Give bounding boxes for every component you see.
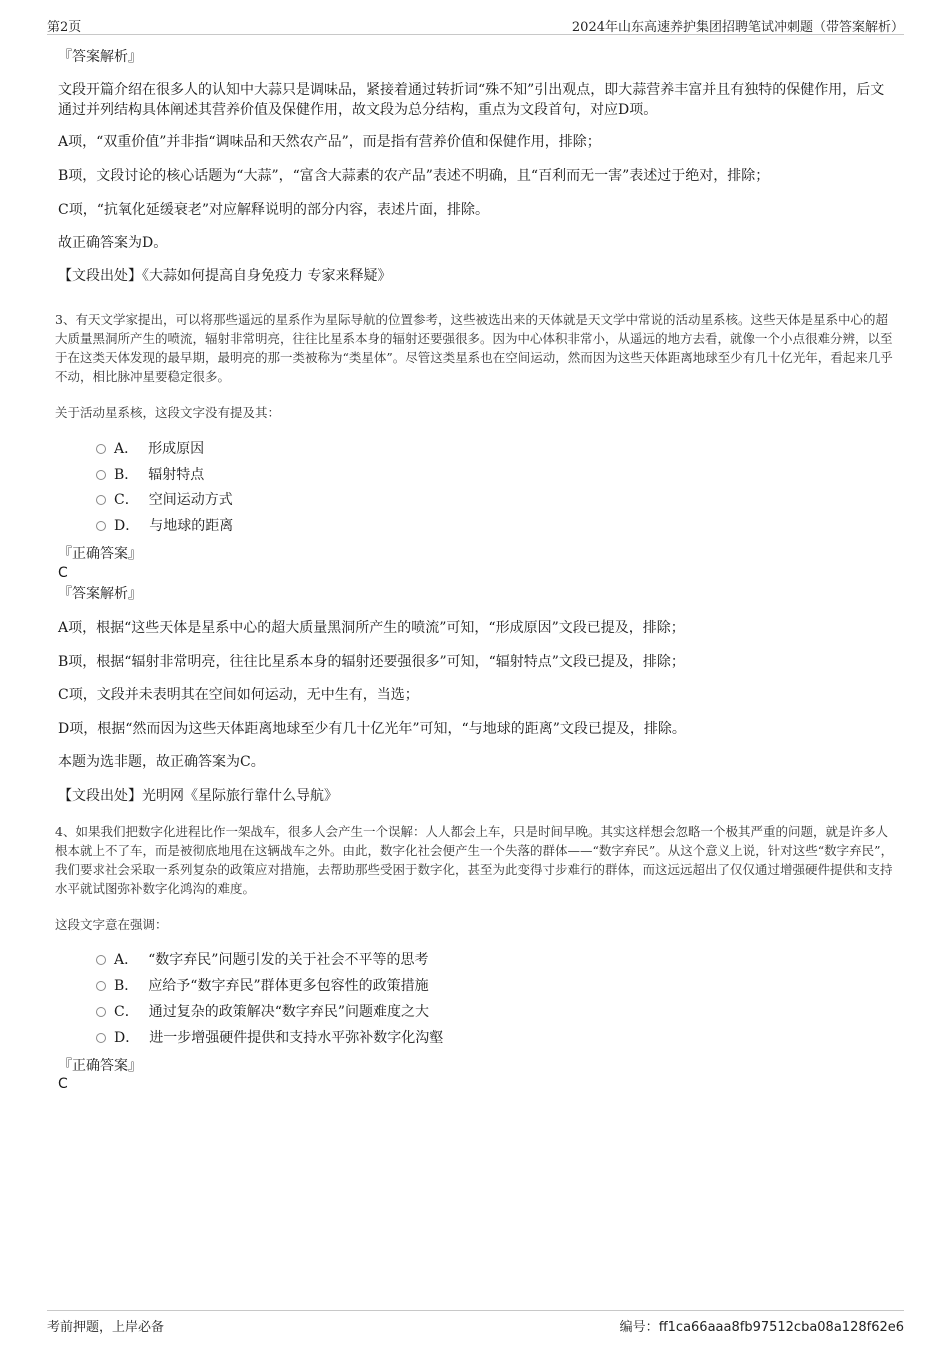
- page-number: 第2页: [47, 20, 82, 35]
- q3-answer-label: 『正确答案』: [58, 546, 142, 562]
- source: 【文段出处】《大蒜如何提高自身免疫力 专家来释疑》: [58, 268, 392, 284]
- radio-icon[interactable]: [96, 1033, 106, 1043]
- conclusion: 故正确答案为D。: [58, 235, 168, 251]
- q3-answer: C: [58, 565, 68, 581]
- radio-icon[interactable]: [96, 955, 106, 965]
- question-3-passage: 3、有天文学家提出，可以将那些遥远的星系作为星际导航的位置参考，这些被选出来的天体就是天文学中常说的活动星系核。这些天体是星系中心的超大质量黑洞所产生的喷流，辐射非常明亮，往往比星系本身的辐射还要强很多。因为中心体积非常小，从遥远的地方去看，就像一个小点很难分辨，以至于在这类天体发现的最早期，最明亮的那一类被称为“类星体”。尽管这类星系也在空间运动，然而因为这些天体距离地球至少有几十亿光年，看起来几乎不动，相比脉冲星要稳定很多。: [55, 312, 893, 384]
- q4-answer: C: [58, 1076, 68, 1092]
- q3-explain-c: C项，文段并未表明其在空间如何运动，无中生有，当选；: [58, 687, 419, 703]
- document-title: 2024年山东高速养护集团招聘笔试冲刺题（带答案解析）: [571, 20, 904, 35]
- q3-explain-a: A项，根据“这些天体是星系中心的超大质量黑洞所产生的喷流”可知，“形成原因”文段已提及，排除；: [58, 620, 685, 636]
- q4-option-a[interactable]: A． “数字弃民”问题引发的关于社会不平等的思考: [96, 951, 428, 969]
- q3-option-b[interactable]: B． 辐射特点: [96, 466, 204, 484]
- page-header: [47, 14, 904, 35]
- radio-icon[interactable]: [96, 470, 106, 480]
- q3-explain-b: B项，根据“辐射非常明亮，往往比星系本身的辐射还要强很多”可知，“辐射特点”文段已提及，排除；: [58, 654, 685, 670]
- q4-answer-label: 『正确答案』: [58, 1058, 142, 1074]
- radio-icon[interactable]: [96, 444, 106, 454]
- radio-icon[interactable]: [96, 521, 106, 531]
- q4-option-c[interactable]: C． 通过复杂的政策解决“数字弃民”问题难度之大: [96, 1003, 429, 1021]
- q4-option-b[interactable]: B． 应给予“数字弃民”群体更多包容性的政策措施: [96, 977, 429, 995]
- analysis-label: 『答案解析』: [58, 49, 142, 65]
- page-footer: [47, 1310, 904, 1335]
- radio-icon[interactable]: [96, 1007, 106, 1017]
- radio-icon[interactable]: [96, 495, 106, 505]
- explain-b: B项，文段讨论的核心话题为“大蒜”，“富含大蒜素的农产品”表述不明确，且“百利而无一害”表述过于绝对，排除；: [58, 168, 770, 184]
- q3-option-c[interactable]: C． 空间运动方式: [96, 491, 233, 509]
- radio-icon[interactable]: [96, 981, 106, 991]
- q3-explain-d: D项，根据“然而因为这些天体距离地球至少有几十亿光年”可知，“与地球的距离”文段已提及，排除。: [58, 721, 686, 737]
- footer-slogan: 考前押题，上岸必备: [47, 1320, 165, 1335]
- explain-a: A项，“双重价值”并非指“调味品和天然农产品”，而是指有营养价值和保健作用，排除；: [58, 134, 601, 150]
- q3-source: 【文段出处】光明网《星际旅行靠什么导航》: [58, 788, 338, 804]
- question-4-passage: 4、如果我们把数字化进程比作一架战车，很多人会产生一个误解：人人都会上车，只是时间早晚。其实这样想会忽略一个极其严重的问题，就是许多人根本就上不了车，而是被彻底地甩在这辆战车之外。由此，数字化社会便产生一个失落的群体——“数字弃民”。从这个意义上说，针对这些“数字弃民”，我们要求社会采取一系列复杂的政策应对措施，去帮助那些受困于数字化，甚至为此变得寸步难行的群体，而这远远超出了仅仅通过增强硬件提供和支持水平就试图弥补数字化鸿沟的难度。: [55, 824, 894, 896]
- q4-option-d[interactable]: D． 进一步增强硬件提供和支持水平弥补数字化沟壑: [96, 1029, 443, 1047]
- q3-option-d[interactable]: D． 与地球的距离: [96, 517, 233, 535]
- question-3-prompt: 关于活动星系核，这段文字没有提及其：: [55, 405, 281, 420]
- q3-option-a[interactable]: A． 形成原因: [96, 440, 204, 458]
- explain-c: C项，“抗氧化延缓衰老”对应解释说明的部分内容，表述片面，排除。: [58, 202, 490, 218]
- question-4-prompt: 这段文字意在强调：: [55, 917, 168, 932]
- document-code: 编号：ff1ca66aaa8fb97512cba08a128f62e6: [619, 1320, 904, 1335]
- analysis-paragraph: 文段开篇介绍在很多人的认知中大蒜只是调味品，紧接着通过转折词“殊不知”引出观点，即大蒜营养丰富并且有独特的保健作用，后文通过并列结构具体阐述其营养价值及保健作用，故文段为总分结构，重点为文段首句，对应D项。: [58, 82, 885, 118]
- q3-conclusion: 本题为选非题，故正确答案为C。: [58, 754, 265, 770]
- q3-analysis-label: 『答案解析』: [58, 586, 142, 602]
